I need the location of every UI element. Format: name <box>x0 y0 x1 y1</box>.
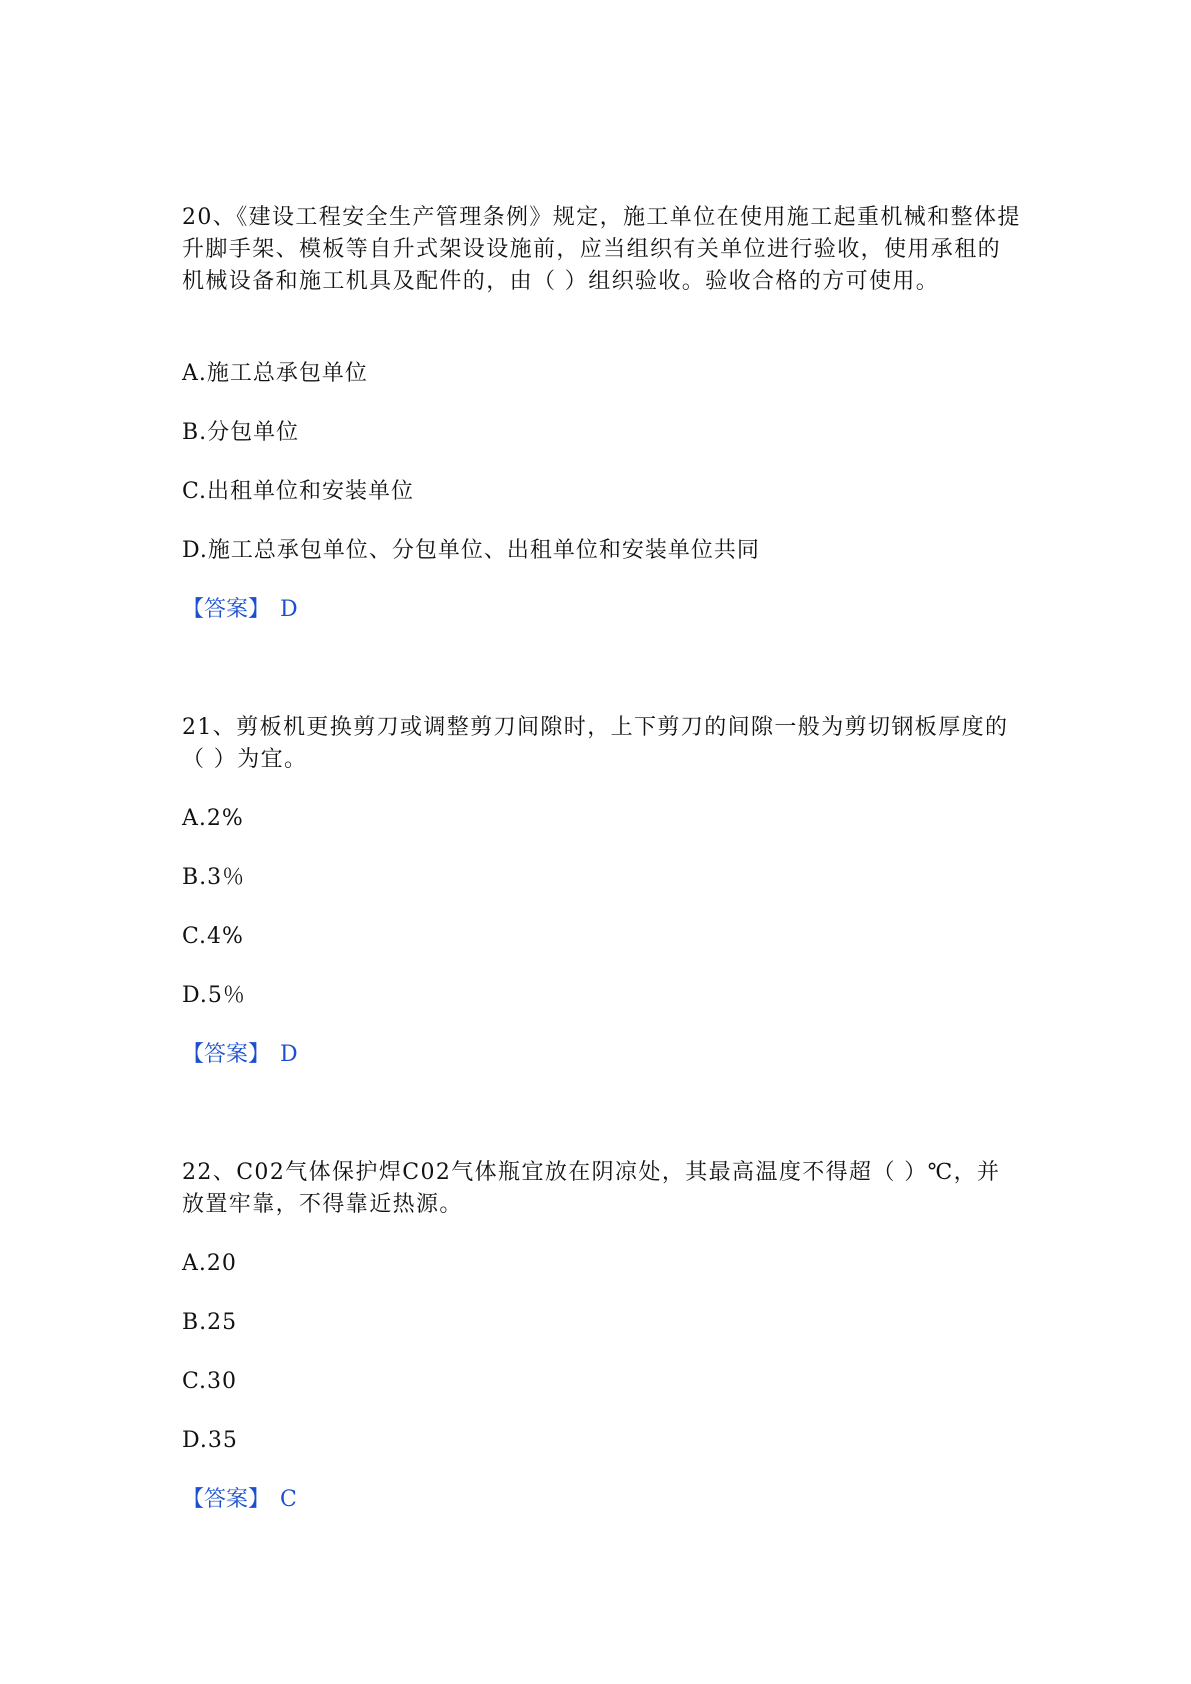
question-20-answer <box>182 594 298 626</box>
question-20 <box>182 202 1022 298</box>
question-21-option-d: D.5％ <box>182 983 246 1008</box>
question-22-option-b: B.25 <box>182 1310 238 1335</box>
question-22-option-a: A.20 <box>182 1251 237 1276</box>
answer-tag: 【答案】 <box>182 1487 271 1512</box>
question-22-option-d: D.35 <box>182 1428 238 1453</box>
question-22-answer <box>182 1484 297 1516</box>
question-20-option-d: D.施工总承包单位、分包单位、出租单位和安装单位共同 <box>182 538 760 563</box>
question-20-stem: 20、《建设工程安全生产管理条例》规定，施工单位在使用施工起重机械和整体提升脚手架、模板等自升式架设设施前，应当组织有关单位进行验收，使用承租的机械设备和施工机具及配件的，由（ ）组织验收。验收合格的方可使用。 <box>182 205 1021 294</box>
question-20-option-a: A.施工总承包单位 <box>182 361 368 386</box>
answer-value: C <box>280 1487 297 1512</box>
question-21-answer <box>182 1039 298 1071</box>
question-21-option-b: B.3％ <box>182 865 246 890</box>
answer-value: D <box>280 1042 298 1067</box>
question-21 <box>182 712 1022 776</box>
question-21-option-c: C.4% <box>182 924 244 949</box>
question-22-stem: 22、C02气体保护焊C02气体瓶宜放在阴凉处，其最高温度不得超（ ）℃，并放置牢靠，不得靠近热源。 <box>182 1160 1001 1217</box>
answer-tag: 【答案】 <box>182 597 271 622</box>
question-20-option-c: C.出租单位和安装单位 <box>182 479 415 504</box>
question-22 <box>182 1157 1022 1221</box>
question-20-option-b: B.分包单位 <box>182 420 300 445</box>
question-21-option-a: A.2% <box>182 806 244 831</box>
answer-value: D <box>280 597 298 622</box>
answer-tag: 【答案】 <box>182 1042 271 1067</box>
question-22-option-c: C.30 <box>182 1369 238 1394</box>
question-21-stem: 21、剪板机更换剪刀或调整剪刀间隙时，上下剪刀的间隙一般为剪切钢板厚度的（ ）为宜。 <box>182 715 1009 772</box>
